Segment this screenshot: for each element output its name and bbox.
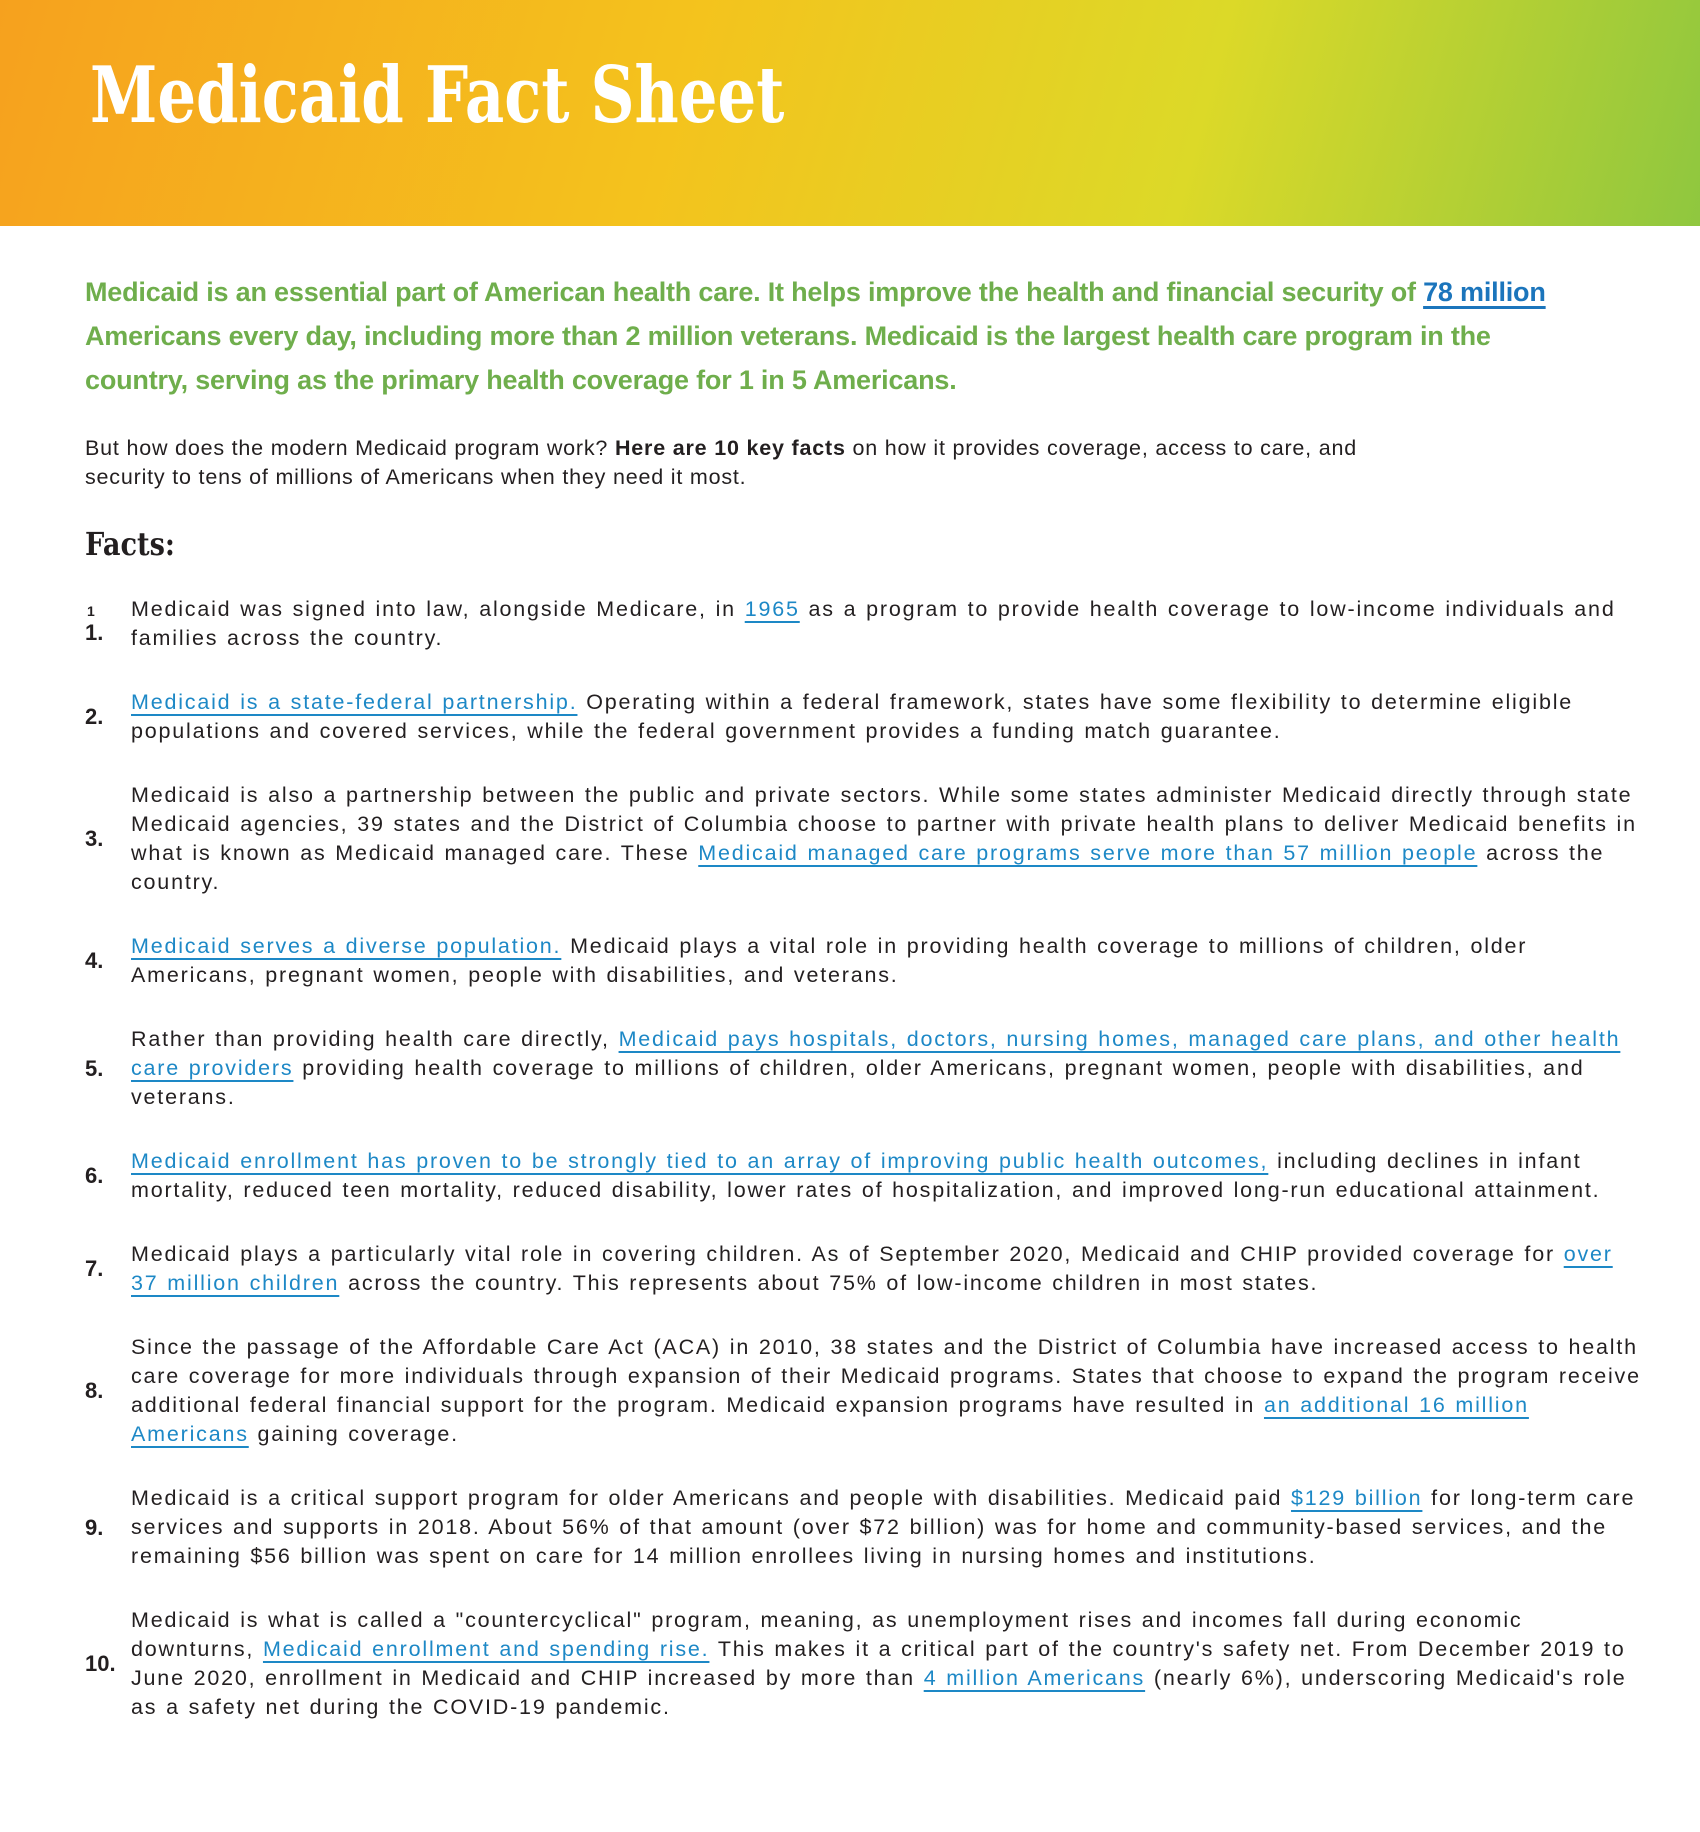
fact-text <box>131 688 1645 746</box>
fact-number-note: 1 <box>87 602 95 619</box>
text-run: for long-term care services and supports in 2018. About 56% of that amount (over $72 billion) was for home and community-based services, and the remaining $56 billion was spent on care for 14 million enrollees living in nursing homes and institutions. <box>131 1486 1636 1568</box>
inline-link[interactable]: 4 million Americans <box>923 1666 1146 1690</box>
inline-link[interactable]: an additional 16 million Americans <box>131 1393 1529 1446</box>
fact-text <box>131 1606 1645 1722</box>
text-run: gaining coverage. <box>248 1422 459 1446</box>
fact-number <box>85 828 131 850</box>
fact-text <box>131 781 1645 897</box>
text-run: Medicaid plays a vital role in providing health coverage to millions of children, older Americans, pregnant women, people with disabilities, and veterans. <box>131 934 1528 987</box>
text-run: Medicaid is an essential part of American health care. It helps improve the health and financial security of <box>85 277 1424 307</box>
fact-number-label: 4. <box>85 948 104 973</box>
fact-number <box>85 706 131 728</box>
fact-number-label: 6. <box>85 1163 104 1188</box>
inline-link[interactable]: $129 billion <box>1291 1486 1423 1510</box>
fact-text <box>131 1025 1645 1112</box>
fact-item <box>85 1484 1645 1571</box>
fact-number <box>85 1380 131 1402</box>
text-run: Medicaid plays a particularly vital role in covering children. As of September 2020, Medicaid and CHIP provided coverage for <box>131 1242 1564 1266</box>
text-run: across the country. This represents about 75% of low-income children in most states. <box>339 1271 1319 1295</box>
text-run: Operating within a federal framework, states have some flexibility to determine eligible populations and covered services, while the federal government provides a funding match guarantee. <box>131 690 1574 743</box>
text-run: Medicaid was signed into law, alongside Medicare, in <box>131 597 745 621</box>
text-run: providing health coverage to millions of children, older Americans, pregnant women, people with disabilities, and veterans. <box>131 1056 1585 1109</box>
facts-heading-text: Facts: <box>85 525 175 563</box>
text-run: as a program to provide health coverage to low-income individuals and families across the country. <box>131 597 1616 650</box>
fact-number-label: 1. <box>85 619 104 645</box>
fact-number-label: 2. <box>85 704 104 729</box>
fact-number-label: 5. <box>85 1055 104 1081</box>
text-run: Since the passage of the Affordable Care Act (ACA) in 2010, 38 states and the District of Columbia have increased access to health care coverage for more individuals through expansion of their Medicaid programs. States that choose to expand the program receive additional federal financial support for the program. Medicaid expansion programs have resulted in <box>131 1335 1641 1417</box>
content-area <box>0 270 1700 1762</box>
inline-link[interactable]: 1965 <box>744 597 800 621</box>
fact-item <box>85 595 1645 653</box>
fact-number-label: 3. <box>85 826 104 851</box>
fact-number-label: 9. <box>85 1514 104 1540</box>
fact-text <box>131 1147 1645 1205</box>
text-run: Americans every day, including more than 2 million veterans. Medicaid is the largest health care program in the country, serving as the primary health coverage for 1 in 5 Americans. <box>85 321 1491 395</box>
fact-number <box>85 1514 131 1540</box>
text-run: on how it provides coverage, access to care, and security to tens of millions of Americans when they need it most. <box>85 436 1357 489</box>
text-run: including declines in infant mortality, reduced teen mortality, reduced disability, lower rates of hospitalization, and improved long-run educational attainment. <box>131 1149 1601 1202</box>
lead-paragraph <box>85 434 1415 492</box>
fact-number-label: 7. <box>85 1256 104 1281</box>
facts-list <box>85 595 1645 1722</box>
page-title-text: Medicaid Fact Sheet <box>90 50 785 141</box>
inline-link[interactable]: Medicaid is a state-federal partnership. <box>131 690 578 714</box>
text-run: Medicaid is what is called a "countercyclical" program, meaning, as unemployment rises and incomes fall during economic downturns, <box>131 1608 1523 1661</box>
fact-text <box>131 1240 1645 1298</box>
fact-number <box>85 602 131 645</box>
facts-heading <box>85 525 1645 563</box>
bold-run: Here are 10 key facts <box>614 436 846 460</box>
fact-number-label: 10. <box>85 1651 116 1676</box>
fact-number <box>85 1653 131 1675</box>
inline-link[interactable]: Medicaid pays hospitals, doctors, nursing homes, managed care plans, and other health care providers <box>131 1027 1621 1080</box>
fact-text <box>131 1484 1645 1571</box>
text-run: But how does the modern Medicaid program work? <box>85 436 615 460</box>
fact-item <box>85 688 1645 746</box>
text-run: This makes it a critical part of the country's safety net. From December 2019 to June 2020, enrollment in Medicaid and CHIP increased by more than <box>131 1637 1626 1690</box>
text-run: Medicaid is also a partnership between the public and private sectors. While some states administer Medicaid directly through state Medicaid agencies, 39 states and the District of Columbia choose to partner with private health plans to deliver Medicaid benefits in what is known as Medicaid managed care. These <box>131 783 1637 865</box>
fact-number <box>85 1165 131 1187</box>
fact-text <box>131 932 1645 990</box>
fact-number <box>85 950 131 972</box>
fact-item <box>85 1333 1645 1449</box>
fact-item <box>85 1606 1645 1722</box>
inline-link[interactable]: Medicaid serves a diverse population. <box>131 934 562 958</box>
fact-text <box>131 1333 1645 1449</box>
inline-link[interactable]: Medicaid managed care programs serve more than 57 million people <box>698 841 1478 865</box>
inline-link[interactable]: Medicaid enrollment has proven to be strongly tied to an array of improving public health outcomes, <box>131 1149 1269 1173</box>
fact-number <box>85 1258 131 1280</box>
fact-item <box>85 1240 1645 1298</box>
fact-item <box>85 932 1645 990</box>
text-run: across the country. <box>131 841 1605 894</box>
inline-link[interactable]: 78 million <box>1423 277 1546 307</box>
fact-number-label: 8. <box>85 1378 104 1403</box>
fact-item <box>85 781 1645 897</box>
text-run: (nearly 6%), underscoring Medicaid's role as a safety net during the COVID-19 pandemic. <box>131 1666 1627 1719</box>
inline-link[interactable]: over 37 million children <box>131 1242 1613 1295</box>
page-title <box>0 0 1700 141</box>
text-run: Medicaid is a critical support program for older Americans and people with disabilities. Medicaid paid <box>131 1486 1292 1510</box>
header-banner <box>0 0 1700 226</box>
fact-item <box>85 1025 1645 1112</box>
intro-paragraph <box>85 270 1585 402</box>
inline-link[interactable]: Medicaid enrollment and spending rise. <box>262 1637 710 1661</box>
fact-number <box>85 1055 131 1081</box>
fact-text <box>131 595 1645 653</box>
text-run: Rather than providing health care directly, <box>131 1027 619 1051</box>
fact-item <box>85 1147 1645 1205</box>
